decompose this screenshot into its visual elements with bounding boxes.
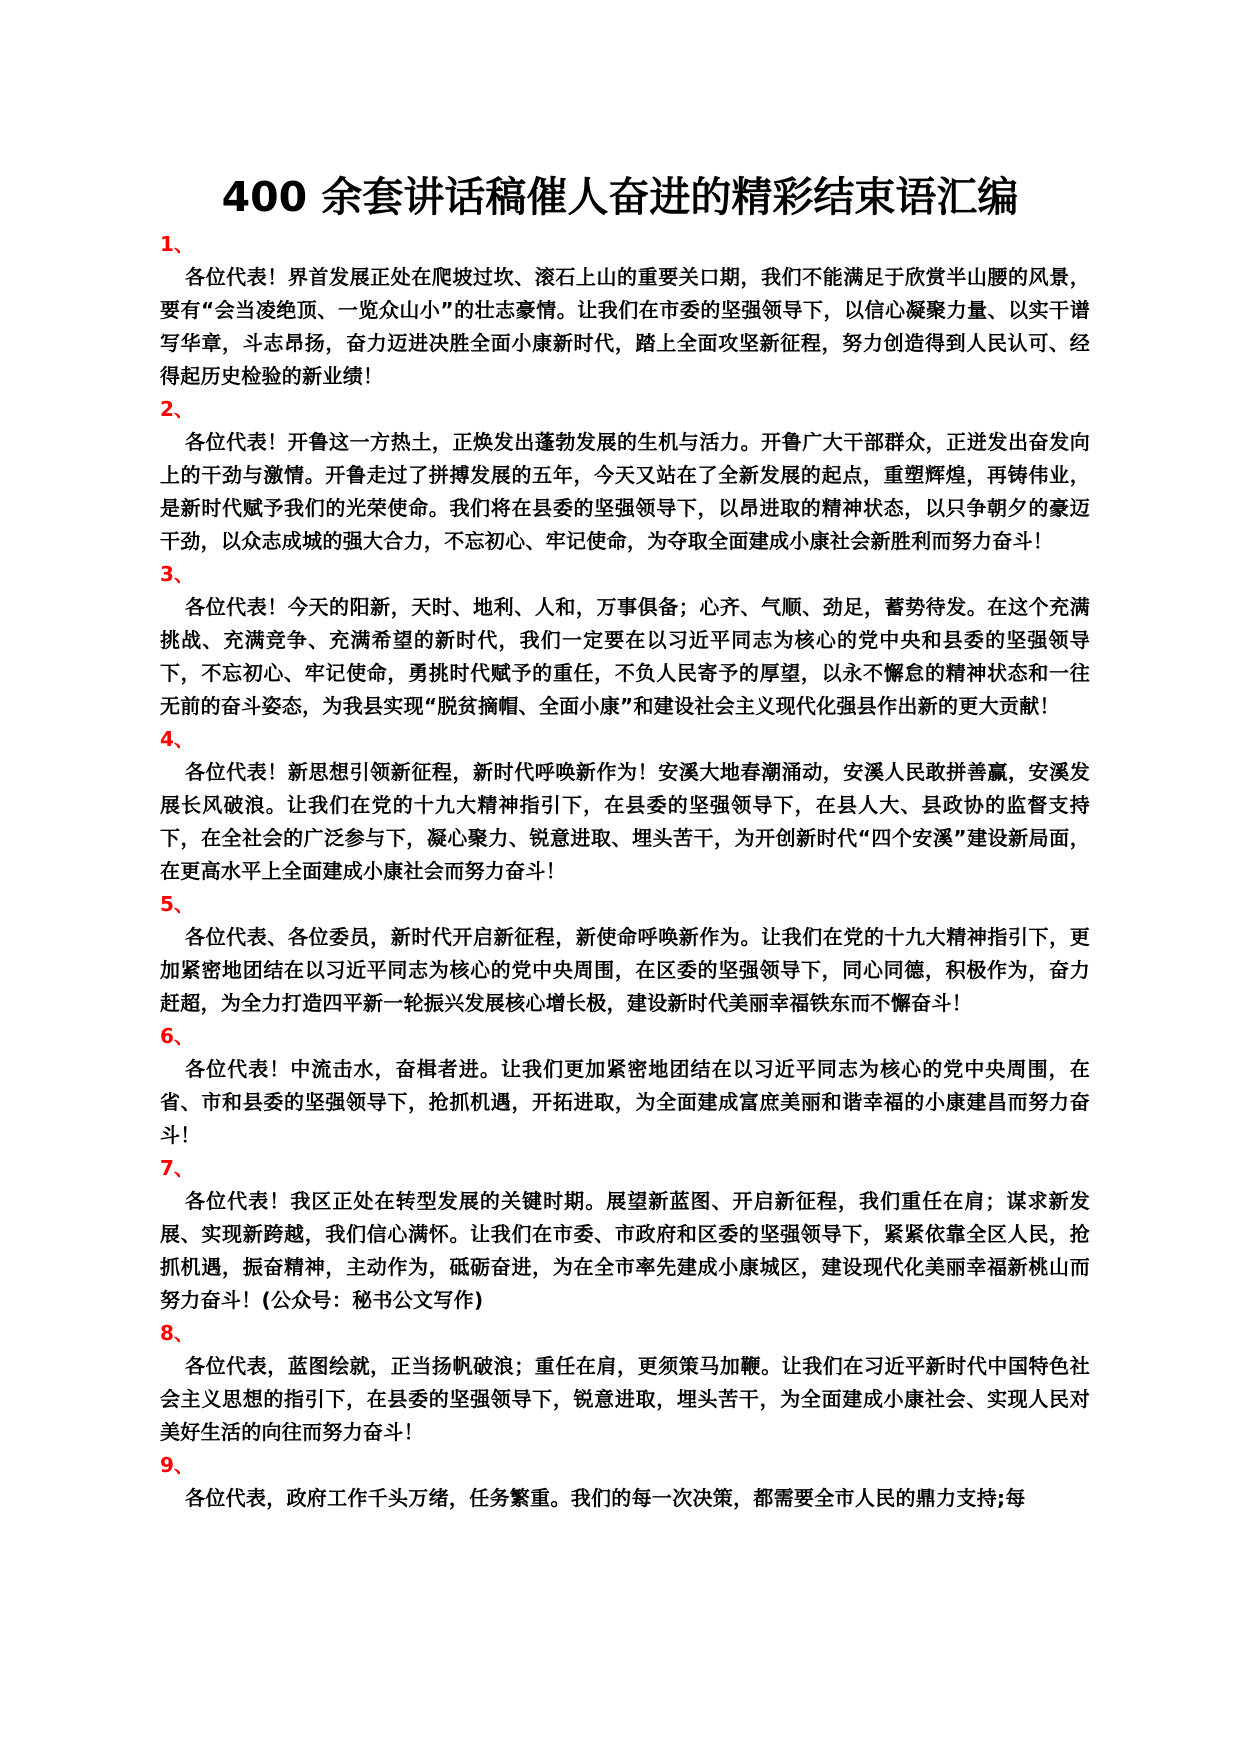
section-paragraph: 各位代表！开鲁这一方热土，正焕发出蓬勃发展的生机与活力。开鲁广大干部群众，正迸发出奋发向上的干劲与激情。开鲁走过了拼搏发展的五年，今天又站在了全新发展的起点，重塑辉煌，再铸伟业，是新时代赋予我们的光荣使命。我们将在县委的坚强领导下，以昂进取的精神状态，以只争朝夕的豪迈干劲，以众志成城的强大合力，不忘初心、牢记使命，为夺取全面建成小康社会新胜利而努力奋斗！ — [160, 430, 1090, 553]
section-4 — [160, 723, 1090, 888]
section-7 — [160, 1152, 1090, 1317]
section-paragraph: 各位代表，蓝图绘就，正当扬帆破浪；重任在肩，更须策马加鞭。让我们在习近平新时代中国特色社会主义思想的指引下，在县委的坚强领导下，锐意进取，埋头苦干，为全面建成小康社会、实现人民对美好生活的向往而努力奋斗！ — [160, 1354, 1090, 1444]
section-number: 8、 — [160, 1321, 194, 1345]
section-number: 5、 — [160, 892, 194, 916]
section-number: 6、 — [160, 1024, 194, 1048]
document-title: 400 余套讲话稿催人奋进的精彩结束语汇编 — [221, 173, 1019, 221]
section-paragraph: 各位代表！中流击水，奋楫者进。让我们更加紧密地团结在以习近平同志为核心的党中央周围，在省、市和县委的坚强领导下，抢抓机遇，开拓进取，为全面建成富庶美丽和谐幸福的小康建昌而努力奋斗！ — [160, 1057, 1090, 1147]
section-2 — [160, 393, 1090, 558]
section-paragraph: 各位代表！新思想引领新征程，新时代呼唤新作为！安溪大地春潮涌动，安溪人民敢拼善赢，安溪发展长风破浪。让我们在党的十九大精神指引下，在县委的坚强领导下，在县人大、县政协的监督支持下，在全社会的广泛参与下，凝心聚力、锐意进取、埋头苦干，为开创新时代“四个安溪”建设新局面，在更高水平上全面建成小康社会而努力奋斗！ — [160, 760, 1090, 883]
document-body — [160, 228, 1090, 1515]
section-8 — [160, 1317, 1090, 1449]
section-5 — [160, 888, 1090, 1020]
section-paragraph: 各位代表！界首发展正处在爬坡过坎、滚石上山的重要关口期，我们不能满足于欣赏半山腰的风景，要有“会当凌绝顶、一览众山小”的壮志豪情。让我们在市委的坚强领导下，以信心凝聚力量、以实干谱写华章，斗志昂扬，奋力迈进决胜全面小康新时代，踏上全面攻坚新征程，努力创造得到人民认可、经得起历史检验的新业绩！ — [160, 265, 1090, 388]
section-3 — [160, 558, 1090, 723]
section-number: 2、 — [160, 397, 194, 421]
section-9 — [160, 1449, 1090, 1515]
section-number: 7、 — [160, 1156, 194, 1180]
section-1 — [160, 228, 1090, 393]
section-paragraph: 各位代表、各位委员，新时代开启新征程，新使命呼唤新作为。让我们在党的十九大精神指引下，更加紧密地团结在以习近平同志为核心的党中央周围，在区委的坚强领导下，同心同德，积极作为，奋力赶超，为全力打造四平新一轮振兴发展核心增长极，建设新时代美丽幸福铁东而不懈奋斗！ — [160, 925, 1090, 1015]
section-number: 3、 — [160, 562, 194, 586]
section-paragraph: 各位代表，政府工作千头万绪，任务繁重。我们的每一次决策，都需要全市人民的鼎力支持;每 — [185, 1486, 1026, 1510]
section-number: 9、 — [160, 1453, 194, 1477]
section-paragraph: 各位代表！今天的阳新，天时、地利、人和，万事俱备；心齐、气顺、劲足，蓄势待发。在这个充满挑战、充满竞争、充满希望的新时代，我们一定要在以习近平同志为核心的党中央和县委的坚强领导下，不忘初心、牢记使命，勇挑时代赋予的重任，不负人民寄予的厚望，以永不懈怠的精神状态和一往无前的奋斗姿态，为我县实现“脱贫摘帽、全面小康”和建设社会主义现代化强县作出新的更大贡献！ — [160, 595, 1090, 718]
section-6 — [160, 1020, 1090, 1152]
section-number: 4、 — [160, 727, 194, 751]
section-paragraph: 各位代表！我区正处在转型发展的关键时期。展望新蓝图、开启新征程，我们重任在肩；谋求新发展、实现新跨越，我们信心满怀。让我们在市委、市政府和区委的坚强领导下，紧紧依靠全区人民，抢抓机遇，振奋精神，主动作为，砥砺奋进，为在全市率先建成小康城区，建设现代化美丽幸福新桃山而努力奋斗！(公众号：秘书公文写作) — [160, 1189, 1090, 1312]
section-number: 1、 — [160, 232, 194, 256]
